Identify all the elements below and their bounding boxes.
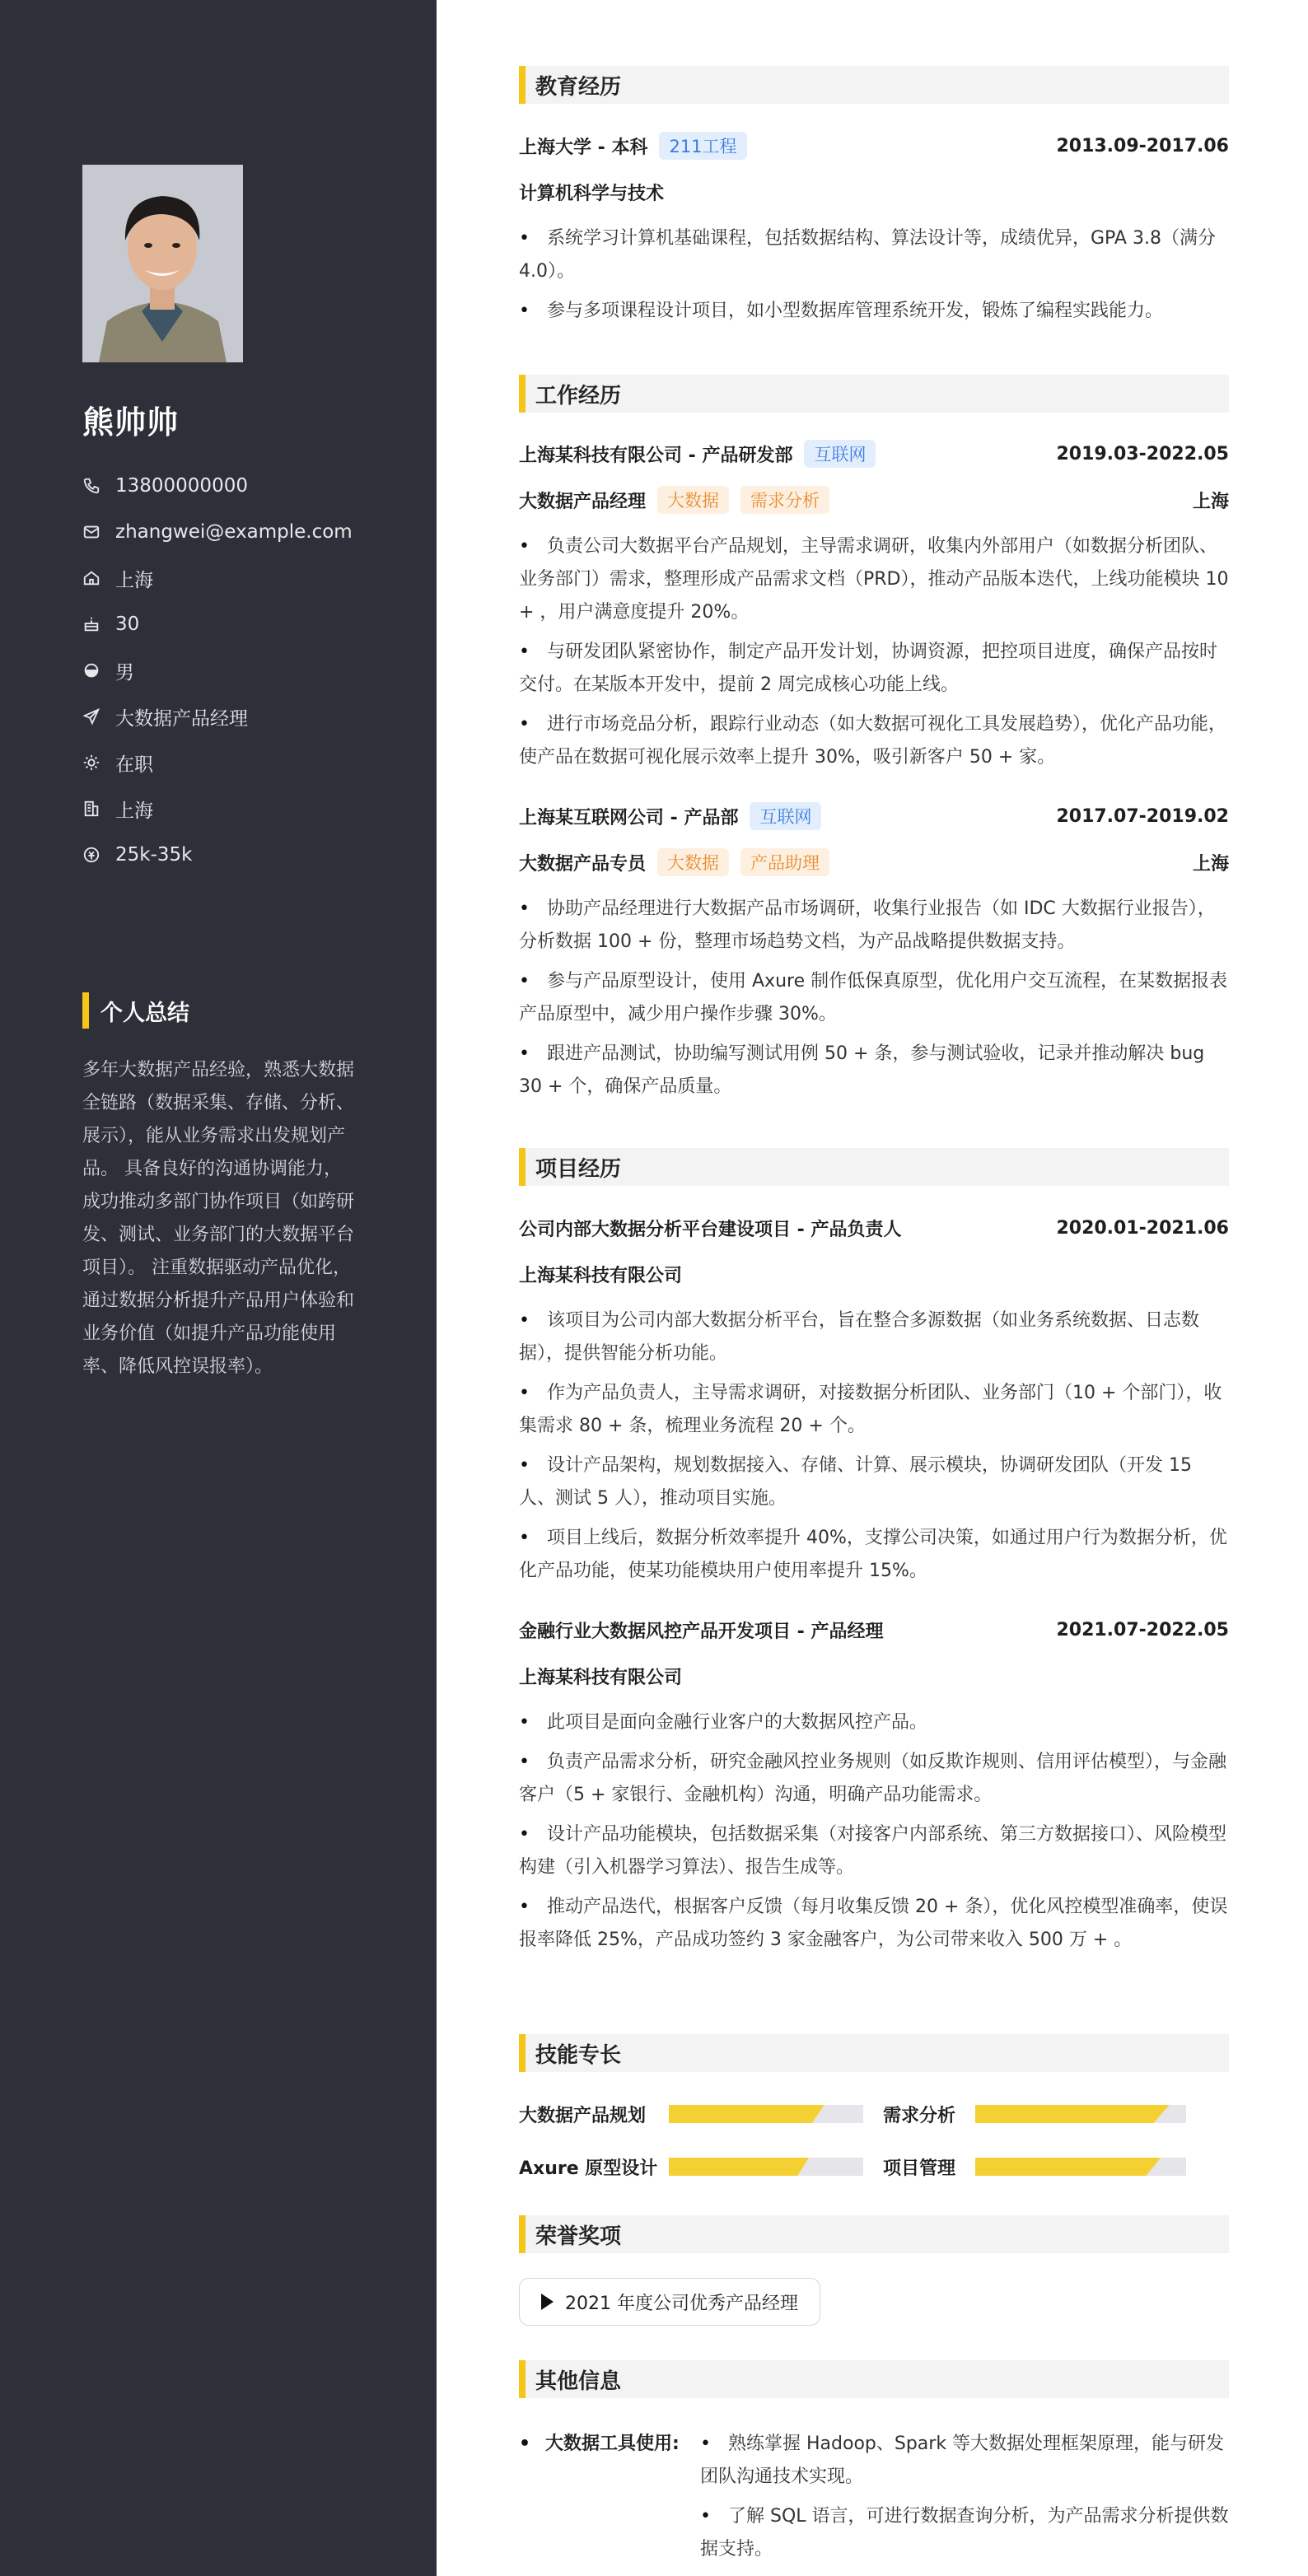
industry-tag: 互联网 [804,440,876,468]
list-item: • 设计产品功能模块，包括数据采集（对接客户内部系统、第三方数据接口）、风险模型构建（引入机器学习算法）、报告生成等。 [519,1818,1229,1884]
contact-role [82,693,353,740]
list-item: • 设计产品架构，规划数据接入、存储、计算、展示模块，协调研发团队（开发 15 人、测试 5 人），推动项目实施。 [519,1449,1229,1515]
list-item: • 熟练掌握 Hadoop、Spark 等大数据处理框架原理，能与研发团队沟通技术实现。 [700,2428,1229,2494]
candidate-name: 熊帅帅 [82,404,180,441]
role-text: 大数据产品经理 [115,707,248,730]
awards-heading [519,2215,1229,2253]
skill-item [519,2154,657,2179]
project-period: 2021.07-2022.05 [1056,1620,1229,1640]
other-heading [519,2360,1229,2398]
skill-name: 项目管理 [883,2158,956,2179]
job-company: 上海某互联网公司 - 产品部 [519,807,739,828]
summary-title: 个人总结 [100,1000,189,1026]
home-icon [82,569,100,587]
list-item: • 作为产品负责人，主导需求调研，对接数据分析团队、业务部门（10 + 个部门），收集需求 80 + 条，梳理业务流程 20 + 个。 [519,1377,1229,1443]
skill-bar [975,2158,1186,2176]
list-item: • 与研发团队紧密协作，制定产品开发计划，协调资源，把控项目进度，确保产品按时交付。在某版本开发中，提前 2 周完成核心功能上线。 [519,636,1229,702]
accent-bar [519,1148,526,1186]
email-text: zhangwei@example.com [115,521,353,543]
job-company-row [519,802,1229,830]
list-item: • 参与产品原型设计，使用 Axure 制作低保真原型，优化用户交互流程，在某数据报表产品原型中，减少用户操作步骤 30%。 [519,965,1229,1031]
accent-bar [519,66,526,104]
skill-fill [975,2158,1161,2176]
award-item[interactable] [519,2278,820,2326]
other-list [700,2428,1229,2573]
work-title: 工作经历 [535,383,622,408]
projects-title: 项目经历 [535,1156,622,1182]
skill-name: Axure 原型设计 [519,2158,658,2179]
project-row [519,1216,1229,1241]
list-item: • 推动产品迭代，根据客户反馈（每月收集反馈 20 + 条），优化风控模型准确率，使误报率降低 25%，产品成功签约 3 家金融客户，为公司带来收入 500 万 + 。 [519,1891,1229,1957]
education-bullets [519,222,1229,334]
project-row [519,1617,1229,1643]
target-city-text: 上海 [115,800,153,822]
accent-bar [519,375,526,413]
skill-tag: 产品助理 [740,848,829,876]
status-text: 在职 [115,754,153,776]
project-name: 金融行业大数据风控产品开发项目 - 产品经理 [519,1622,884,1642]
phone-text: 13800000000 [115,475,248,497]
work-heading [519,375,1229,413]
avatar-photo [82,165,243,362]
job-bullets [519,530,1229,781]
accent-bar [519,2215,526,2253]
education-title: 教育经历 [535,74,622,100]
contact-email [82,509,353,555]
summary-heading [82,992,189,1029]
school-name: 上海大学 - 本科 [519,137,648,158]
contact-phone [82,463,353,509]
building-icon [82,800,100,818]
send-icon [82,707,100,726]
list-item: • 了解 SQL 语言，可进行数据查询分析，为产品需求分析提供数据支持。 [700,2500,1229,2566]
education-heading [519,66,1229,104]
salary-text: 25k-35k [115,844,193,866]
project-company: 上海某科技有限公司 [519,1668,683,1688]
list-item: • 系统学习计算机基础课程，包括数据结构、算法设计等，成绩优异，GPA 3.8（满分4.0）。 [519,222,1229,288]
accent-bar [519,2034,526,2072]
contact-salary [82,832,353,878]
skill-fill [669,2158,809,2176]
other-label-text: • 大数据工具使用: [545,2434,680,2454]
accent-bar [519,2360,526,2398]
project-bullets [519,1706,1229,1963]
skill-tag: 大数据 [657,486,729,514]
gender-text: 男 [115,661,134,684]
education-school-row [519,132,1229,160]
job-company-row [519,440,1229,468]
skills-heading [519,2034,1229,2072]
project-company-row [519,1262,1229,1287]
awards-title: 荣誉奖项 [535,2224,622,2249]
list-item: • 此项目是面向金融行业客户的大数据风控产品。 [519,1706,1229,1739]
accent-bar [82,992,89,1029]
project-name: 公司内部大数据分析平台建设项目 - 产品负责人 [519,1220,902,1240]
job-role-row [519,848,1229,876]
sidebar [0,0,437,2576]
school-tag: 211工程 [659,132,746,160]
project-company-row [519,1664,1229,1689]
industry-tag: 互联网 [750,802,821,830]
skill-name: 需求分析 [883,2105,956,2126]
job-role: 大数据产品经理 [519,491,647,512]
job-period: 2017.07-2019.02 [1056,805,1229,827]
list-item: • 负责公司大数据平台产品规划，主导需求调研，收集内外部用户（如数据分析团队、业务部门）需求，整理形成产品需求文档（PRD），推动产品版本迭代，上线功能模块 10 + ，用户满意度提升 20%。 [519,530,1229,629]
status-icon [82,754,100,772]
list-item: • 项目上线后，数据分析效率提升 40%，支撑公司决策，如通过用户行为数据分析，优化产品功能，使某功能模块用户使用率提升 15%。 [519,1522,1229,1588]
contact-list [82,463,353,878]
contact-gender [82,647,353,693]
gender-icon [82,661,100,679]
job-company: 上海某科技有限公司 - 产品研发部 [519,445,793,466]
job-location: 上海 [1192,853,1229,875]
project-bullets [519,1304,1229,1594]
projects-heading [519,1148,1229,1186]
job-period: 2019.03-2022.05 [1056,443,1229,464]
major: 计算机科学与技术 [519,184,665,204]
award-text: 2021 年度公司优秀产品经理 [565,2293,798,2314]
skill-item [519,2102,646,2126]
cake-icon [82,615,100,633]
job-location: 上海 [1192,491,1229,512]
contact-status [82,740,353,786]
skill-tag: 大数据 [657,848,729,876]
contact-age [82,601,353,647]
list-item: • 协助产品经理进行大数据产品市场调研，收集行业报告（如 IDC 大数据行业报告），分析数据 100 + 份，整理市场趋势文档，为产品战略提供数据支持。 [519,893,1229,959]
list-item: • 参与多项课程设计项目，如小型数据库管理系统开发，锻炼了编程实践能力。 [519,295,1229,328]
project-period: 2020.01-2021.06 [1056,1218,1229,1239]
skill-fill [975,2105,1170,2123]
skill-item [883,2154,955,2179]
money-icon [82,846,100,864]
skill-bar [669,2158,863,2176]
skill-bar [975,2105,1186,2123]
other-label [519,2428,680,2461]
project-company: 上海某科技有限公司 [519,1266,683,1286]
list-item: • 进行市场竞品分析，跟踪行业动态（如大数据可视化工具发展趋势），优化产品功能，使产品在数据可视化展示效率上提升 30%，吸引新客户 50 + 家。 [519,708,1229,774]
skill-tag: 需求分析 [740,486,829,514]
skill-item [883,2102,955,2126]
other-title: 其他信息 [535,2368,622,2394]
list-item: • 负责产品需求分析，研究金融风控业务规则（如反欺诈规则、信用评估模型），与金融客户（5 + 家银行、金融机构）沟通，明确产品功能需求。 [519,1746,1229,1812]
city-text: 上海 [115,569,153,591]
play-icon [541,2294,554,2310]
job-role: 大数据产品专员 [519,853,647,875]
contact-target-city [82,786,353,832]
avatar [82,165,243,362]
skill-name: 大数据产品规划 [519,2105,647,2126]
job-bullets [519,893,1229,1110]
age-text: 30 [115,614,140,635]
skill-fill [669,2105,825,2123]
summary-text: 多年大数据产品经验，熟悉大数据全链路（数据采集、存储、分析、展示），能从业务需求出发规划产品。 具备良好的沟通协调能力，成功推动多部门协作项目（如跨研发、测试、业务部门的大数据平台项目）。 注重数据驱动产品优化，通过数据分析提升产品用户体验和业务价值（如提升产品功能使用率、降低风控误报率）。 [82,1060,355,1377]
skill-bar [669,2105,863,2123]
list-item: • 跟进产品测试，协助编写测试用例 50 + 条，参与测试验收，记录并推动解决 bug 30 + 个，确保产品质量。 [519,1038,1229,1104]
skills-title: 技能专长 [535,2042,622,2068]
job-role-row [519,486,1229,514]
phone-icon [82,477,100,495]
contact-city [82,555,353,601]
list-item: • 该项目为公司内部大数据分析平台，旨在整合多源数据（如业务系统数据、日志数据），提供智能分析功能。 [519,1304,1229,1370]
mail-icon [82,523,100,541]
education-period: 2013.09-2017.06 [1056,135,1229,156]
education-major-row [519,180,1229,205]
